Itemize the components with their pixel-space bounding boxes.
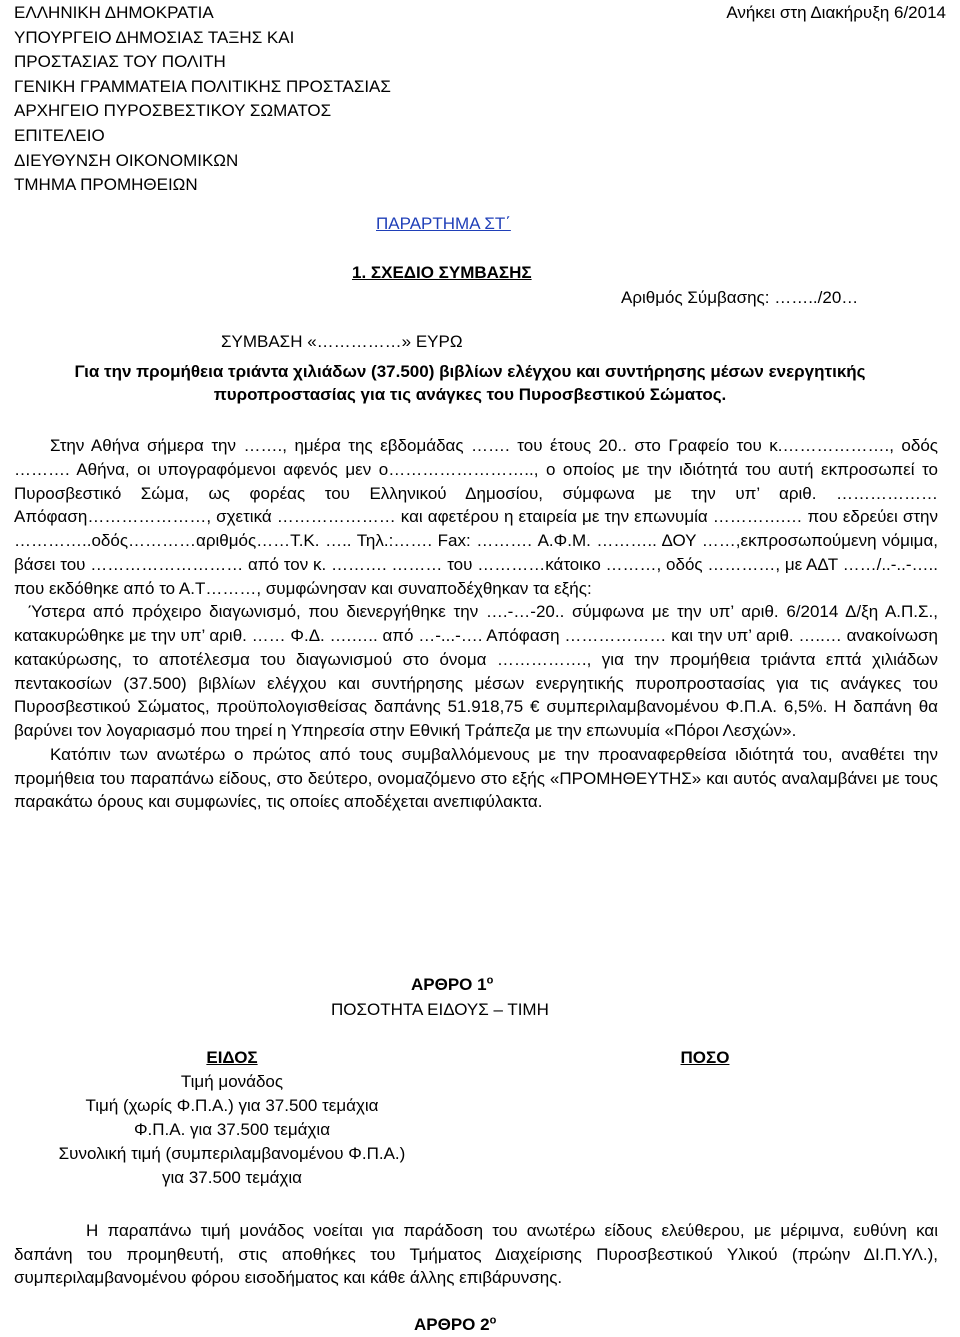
article-1-sup: ο <box>486 974 494 987</box>
header-line: ΓΕΝΙΚΗ ΓΡΑΜΜΑΤΕΙΑ ΠΟΛΙΤΙΚΗΣ ΠΡΟΣΤΑΣΙΑΣ <box>14 76 391 96</box>
header-line: ΠΡΟΣΤΑΣΙΑΣ ΤΟΥ ΠΟΛΙΤΗ <box>14 52 226 72</box>
paragraph-assignment: Κατόπιν των ανωτέρω ο πρώτος από τους συμβαλλόμενους με την προαναφερθείσα ιδιότητά του, αναθέτει την προμήθεια του παραπάνω είδους, στο δεύτερο, ονομαζόμενο στο εξής «ΠΡΟΜΗΘΕΥΤΗΣ» και αυτός αναλαμβάνει με τους παρακάτω όρους και συμφωνίες, τις οποίες αποδέχεται ανεπιφύλακτα. <box>14 744 938 812</box>
paragraph-parties: Στην Αθήνα σήμερα την ……., ημέρα της εβδομάδας ……. του έτους 20.. στο Γραφείο του κ.………………., οδός ………. Αθήνα, οι υπογραφόμενοι αφενός μεν ο…………………….., ο οποίος με την ιδιότητά του αυτή εκπροσωπεί το Πυροσβεστικό Σώμα, ως φορέας του Ελληνικού Δημοσίου, σύμφωνα με την υπ’ αριθ. ……………… Απόφαση…………………, σχετικά ………………… και αφετέρου η εταιρεία με την επωνυμία ………….… που εδρεύει στην …………..οδός…………αριθμός……Τ.Κ. ….. Τηλ.:……. Fax: ………. Α.Φ.Μ. ……….. ΔΟΥ ……,εκπροσωπούμενη νόμιμα, βάσει του ……………………… από τον κ. ………. ……… του …………κάτοικο ………, οδός …………, με ΑΔΤ ……/..-..-….. που εκδόθηκε από το Α.Τ………, συμφώνησαν και συναποδέχθηκαν τα εξής: <box>14 436 938 598</box>
section-title: 1. ΣΧΕΔΙΟ ΣΥΜΒΑΣΗΣ <box>352 263 532 282</box>
authority-header <box>14 1 391 198</box>
header-line: ΔΙΕΥΘΥΝΣΗ ΟΙΚΟΝΟΜΙΚΩΝ <box>14 150 239 170</box>
price-table <box>14 1046 938 1190</box>
table-row: Τιμή (χωρίς Φ.Π.Α.) για 37.500 τεμάχια <box>85 1096 379 1115</box>
contract-number: Αριθμός Σύμβασης: ……../20… <box>621 288 859 307</box>
declaration-reference: Ανήκει στη Διακήρυξη 6/2014 <box>726 3 946 22</box>
header-line: ΕΛΛΗΝΙΚΗ ΔΗΜΟΚΡΑΤΙΑ <box>14 3 214 22</box>
contract-subject: Για την προμήθεια τριάντα χιλιάδων (37.500) βιβλίων ελέγχου και συντήρησης μέσων ενεργητικής πυροπροστασίας για τις ανάγκες του Πυροσβεστικού Σώματος. <box>74 362 866 404</box>
table-row: Συνολική τιμή (συμπεριλαμβανομένου Φ.Π.Α.) <box>58 1144 406 1163</box>
column-header-amount: ΠΟΣΟ <box>680 1048 730 1067</box>
table-row: Φ.Π.Α. για 37.500 τεμάχια <box>133 1120 331 1139</box>
paragraph-award: Ύστερα από πρόχειρο διαγωνισμό, που διενεργήθηκε την ….-…-20.. σύμφωνα με την υπ’ αριθ. 6/2014 Δ/ξη Α.Π.Σ., κατακυρώθηκε με την υπ’ αριθ. …… Φ.Δ. ….….. από …-...-…. Απόφαση ……………… και την υπ’ αριθ. …..… ανακοίνωση κατακύρωσης, το αποτέλεσμα του διαγωνισμού στο όνομα ……………., για την προμήθεια τριάντα επτά χιλιάδων πεντακοσίων (37.500) βιβλίων ελέγχου και συντήρησης μέσων ενεργητικής πυροπροστασίας για τις ανάγκες του Πυροσβεστικού Σώματος, προϋπολογισθείσας δαπάνης 51.918,75 € συμπεριλαμβανομένου Φ.Π.Α. 6,5%. Η δαπάνη θα βαρύνει τον λογαριασμό που τηρεί η Υπηρεσία στην Εθνική Τράπεζα με την επωνυμία «Πόροι Λεσχών». <box>14 602 938 740</box>
article-1-heading: ΠΟΣΟΤΗΤΑ ΕΙΔΟΥΣ – ΤΙΜΗ <box>331 1000 549 1019</box>
annex-title: ΠΑΡΑΡΤΗΜΑ ΣΤ΄ <box>376 214 511 233</box>
table-row: για 37.500 τεμάχια <box>162 1168 302 1187</box>
article-2-sup: ο <box>489 1314 497 1327</box>
article-2-title <box>414 1313 496 1337</box>
article-1-title <box>411 973 493 997</box>
table-row: Τιμή μονάδος <box>180 1072 284 1091</box>
contract-body <box>14 434 938 814</box>
article-2-label: ΑΡΘΡΟ 2 <box>414 1315 490 1334</box>
header-line: ΤΜΗΜΑ ΠΡΟΜΗΘΕΙΩΝ <box>14 175 198 195</box>
contract-amount: ΣΥΜΒΑΣΗ «……………» ΕΥΡΩ <box>221 332 463 351</box>
paragraph-delivery-terms: Η παραπάνω τιμή μονάδος νοείται για παράδοση του ανωτέρω είδους ελεύθερου, με μέριμνα, ευθύνη και δαπάνη του προμηθευτή, στις αποθήκες του Τμήματος Διαχείρισης Πυροσβεστικού Υλικού (πρώην ΔΙ.Π.ΥΛ.), συμπεριλαμβανομένου φόρου εισοδήματος και κάθε άλλης επιβάρυνσης. <box>14 1221 938 1288</box>
header-line: ΕΠΙΤΕΛΕΙΟ <box>14 125 105 145</box>
header-line: ΑΡΧΗΓΕΙΟ ΠΥΡΟΣΒΕΣΤΙΚΟΥ ΣΩΜΑΤΟΣ <box>14 101 332 121</box>
article-1-label: ΑΡΘΡΟ 1 <box>411 975 487 994</box>
column-header-item: ΕΙΔΟΣ <box>206 1048 258 1067</box>
header-line: ΥΠΟΥΡΓΕΙΟ ΔΗΜΟΣΙΑΣ ΤΑΞΗΣ ΚΑΙ <box>14 27 295 47</box>
